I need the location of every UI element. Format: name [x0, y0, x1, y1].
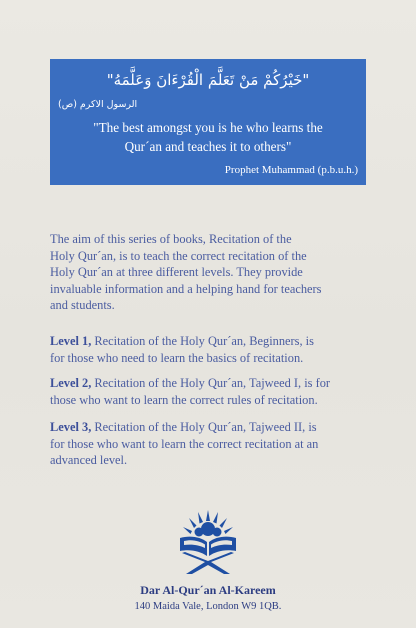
intro-line: The aim of this series of books, Recitation of the: [50, 232, 292, 246]
intro-line: and students.: [50, 298, 115, 312]
level-line: for those who need to learn the basics of recitation.: [50, 350, 304, 365]
english-hadith-line-2: Qur´an and teaches it to others": [124, 139, 292, 154]
intro-line: invaluable information and a helping hand for teachers: [50, 281, 322, 296]
level-2-paragraph: [50, 375, 370, 408]
level-line: advanced level.: [50, 453, 128, 467]
hadith-quote-box: [50, 59, 366, 185]
level-1-label: Level 1,: [50, 334, 92, 348]
level-3-label: Level 3,: [50, 420, 92, 434]
arabic-attribution: الرسول الاكرم (ص): [58, 99, 138, 110]
intro-line: Holy Qur´an, is to teach the correct recitation of the: [50, 248, 307, 263]
level-3-paragraph: [50, 419, 370, 469]
publisher-address: 140 Maida Vale, London W9 1QB.: [134, 601, 282, 612]
level-line: [50, 419, 370, 436]
level-3-text: Recitation of the Holy Qur´an, Tajweed II, is: [91, 420, 317, 434]
level-line: those who want to learn the correct rules of recitation.: [50, 392, 318, 407]
arabic-hadith: "خَيْرُكُمْ مَنْ تَعَلَّمَ الْقُرْءَانَ وَعَلَّمَهُ": [106, 71, 310, 89]
english-hadith: [58, 118, 358, 156]
level-line: for those who want to learn the correct recitation at an: [50, 436, 319, 451]
level-1-text: Recitation of the Holy Qur´an, Beginners, is: [91, 334, 314, 348]
level-1-paragraph: [50, 333, 370, 366]
hadith-attribution: Prophet Muhammad (p.b.u.h.): [224, 164, 358, 176]
level-2-label: Level 2,: [50, 376, 92, 390]
open-quran-on-stand-with-sunburst-icon: [172, 508, 244, 576]
level-2-text: Recitation of the Holy Qur´an, Tajweed I, is for: [91, 376, 331, 390]
intro-line: Holy Qur´an at three different levels. They provide: [50, 265, 303, 279]
level-line: [50, 375, 370, 392]
intro-paragraph: [50, 231, 370, 314]
english-hadith-line-1: "The best amongst you is he who learns the: [93, 120, 323, 135]
level-line: [50, 333, 370, 350]
publisher-name: Dar Al-Qur´an Al-Kareem: [140, 583, 276, 597]
